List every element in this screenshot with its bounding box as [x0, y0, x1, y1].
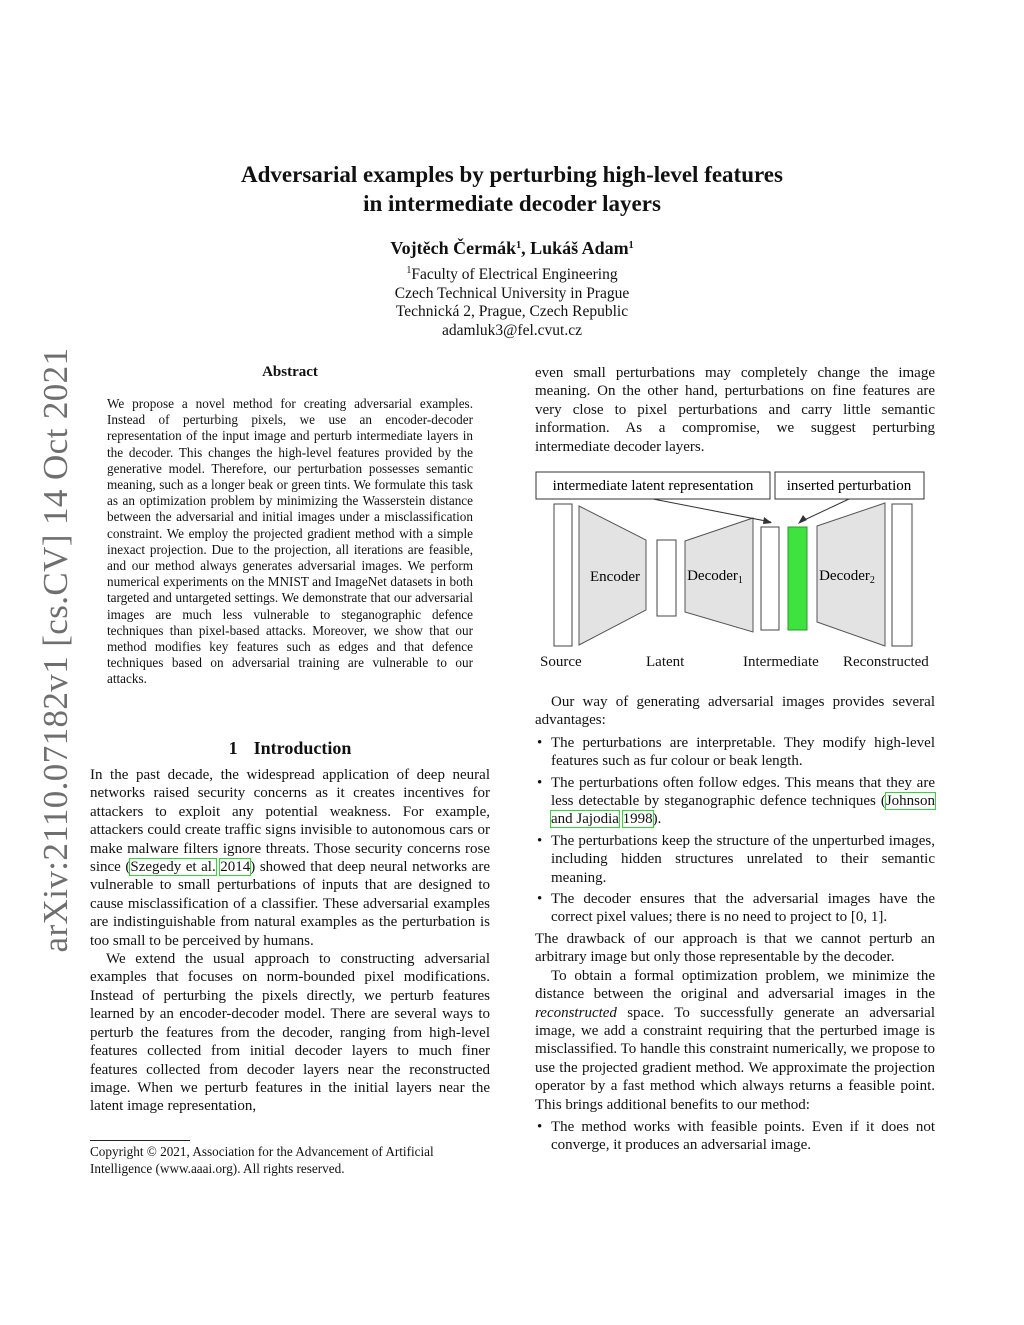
perturbation-arrowhead	[798, 515, 807, 524]
advantages-list	[535, 734, 935, 927]
affil-sup: 1	[406, 265, 412, 276]
benefits-list	[535, 1118, 935, 1155]
advantages-column	[535, 693, 935, 1158]
citation-johnson-year[interactable]: 1998	[622, 811, 653, 828]
latent-label: Latent	[646, 654, 685, 670]
intro-paragraph-1: In the past decade, the widespread application of deep neural networks raised security concerns as it creates incentives for attackers to exploit any potential weakness. For example, attackers could create traffic signs invisible to autonomous cars or make malware filters ignore threats. Those security concerns rose since (Szegedy et al. 2014) showed that deep neural networks are vulnerable to small perturbations of inputs that are designed to cause misclassification of a classifier. These adversarial examples are indistinguishable from natural examples as the perturbation is too small to be perceived by humans.	[90, 767, 490, 949]
latent-rep-arrowhead	[763, 517, 772, 524]
decoder1-label: Decoder$_1$	[687, 568, 743, 586]
source-label: Source	[540, 654, 582, 670]
intermediate-label: Intermediate	[743, 654, 819, 670]
affil-address: Technická 2, Prague, Czech Republic	[395, 303, 629, 320]
list-item: • The perturbations often follow edges. This means that they are less detectable by steganographic defence techniques (Johnson and Jajodia 1998).	[537, 774, 935, 828]
arxiv-identifier: arXiv:2110.07182v1 [cs.CV] 14 Oct 2021	[36, 347, 75, 953]
intermediate-block	[761, 527, 779, 630]
latent-block	[657, 540, 676, 616]
decoder2-label: Decoder$_2$	[819, 568, 875, 586]
intro-paragraph-2: We extend the usual approach to constructing adversarial examples that focuses on norm-bounded pixel modifications. Instead of perturbing the pixels directly, we perturb features learned by an encoder-decoder model. There are several ways to perturb the features from the decoder, ranging from high-level features collected from initial decoder layers to much finer features collected from decoder layers near the reconstructed image. When we perturb features in the initial layers near the latent image representation,	[90, 951, 490, 1115]
source-image-block	[554, 504, 572, 646]
section-title: Introduction	[253, 738, 352, 758]
section-heading-introduction	[90, 738, 490, 759]
citation-szegedy[interactable]: Szegedy et al.	[130, 859, 216, 876]
affil-university: Czech Technical University in Prague	[394, 284, 630, 302]
citation-szegedy-year[interactable]: 2014	[220, 859, 251, 876]
reconstructed-label: Reconstructed	[843, 654, 929, 670]
latent-rep-label: intermediate latent representation	[552, 478, 754, 494]
author-1-affil: 1	[516, 240, 522, 251]
list-item: • The perturbations are interpretable. They modify high-level features such as fur colour or beak length.	[537, 734, 935, 770]
latent-rep-arrow	[653, 499, 771, 522]
intro-paragraph-3: even small perturbations may completely change the image meaning. On the other hand, perturbations on fine features are very close to pixel perturbations and carry little semantic information. As a compromise, we suggest perturbing intermediate decoder layers.	[535, 365, 935, 455]
list-item: • The decoder ensures that the adversarial images have the correct pixel values; there is no need to project to [0, 1].	[537, 891, 935, 926]
perturbation-block	[788, 527, 807, 630]
optimization-paragraph: To obtain a formal optimization problem, we minimize the distance between the original and adversarial images in the reconstructed space. To successfully generate an adversarial image, we add a constraint requiring that the perturbed image is misclassified. To handle this constraint numerically, we propose to use the projected gradient method. We approximate the projection operator by a fast method which always returns a feasible point. This brings additional benefits to our method:	[535, 967, 935, 1113]
author-2-affil: 1	[628, 240, 634, 251]
inserted-perturbation-label: inserted perturbation	[786, 478, 912, 494]
section-number: 1	[228, 738, 238, 758]
title-line-2: in intermediate decoder layers	[363, 191, 661, 216]
abstract-text: We propose a novel method for creating adversarial examples. Instead of perturbing pixels, we use an encoder-decoder representation of the input image and perturb intermediate layers in the decoder. This changes the high-level features provided by the generative model. Therefore, our perturbation possesses semantic meaning, such as a longer beak or green tints. We formulate this task as an optimization problem by minimizing the Wasserstein distance between the adversarial and initial images under a misclassification constraint. We employ the projected gradient method with a simple inexact projection. Due to the projection, all iterations are feasible, and our method always generates adversarial images. We perform numerical experiments on the MNIST and ImageNet datasets in both targeted and untargeted settings. We demonstrate that our adversarial images are much less vulnerable to steganographic defence techniques than pixel-based attacks. Moreover, we show that our method modifies key features such as edges and that defence techniques based on adversarial training are vulnerable to our attacks.	[107, 396, 473, 687]
list-item: • The perturbations keep the structure of the unperturbed images, including hidden structures unrelated to their semantic meaning.	[537, 832, 935, 886]
architecture-diagram	[535, 470, 935, 680]
abstract-heading: Abstract	[262, 364, 318, 380]
advantages-intro: Our way of generating adversarial images provides several advantages:	[535, 694, 935, 729]
introduction-left-column	[90, 766, 490, 1116]
encoder-label: Encoder	[590, 569, 640, 585]
list-item: • The method works with feasible points. Even if it does not converge, it produces an adversarial image.	[537, 1118, 935, 1154]
architecture-figure	[535, 470, 935, 680]
reconstructed-image-block	[892, 504, 912, 646]
citation-johnson[interactable]: Johnson and Jajodia	[551, 793, 935, 828]
title-line-1: Adversarial examples by perturbing high-level features	[241, 162, 783, 187]
affil-email[interactable]: adamluk3@fel.cvut.cz	[442, 321, 582, 339]
author-separator: ,	[521, 238, 531, 258]
copyright-footnote: Copyright © 2021, Association for the Advancement of Artificial Intelligence (www.aaai.org). All rights reserved.	[90, 1144, 434, 1176]
footnote-rule	[90, 1140, 190, 1141]
author-1: Vojtěch Čermák	[390, 238, 517, 258]
introduction-right-column-top	[535, 364, 935, 456]
paper-title	[180, 160, 844, 218]
affiliation-block	[180, 266, 844, 340]
author-list	[180, 238, 844, 259]
author-2: Lukáš Adam	[530, 238, 629, 258]
affil-faculty: Faculty of Electrical Engineering	[411, 266, 618, 283]
reconstructed-emphasis: reconstructed	[535, 1004, 617, 1021]
drawback-paragraph: The drawback of our approach is that we cannot perturb an arbitrary image but only those representable by the decoder.	[535, 930, 935, 966]
